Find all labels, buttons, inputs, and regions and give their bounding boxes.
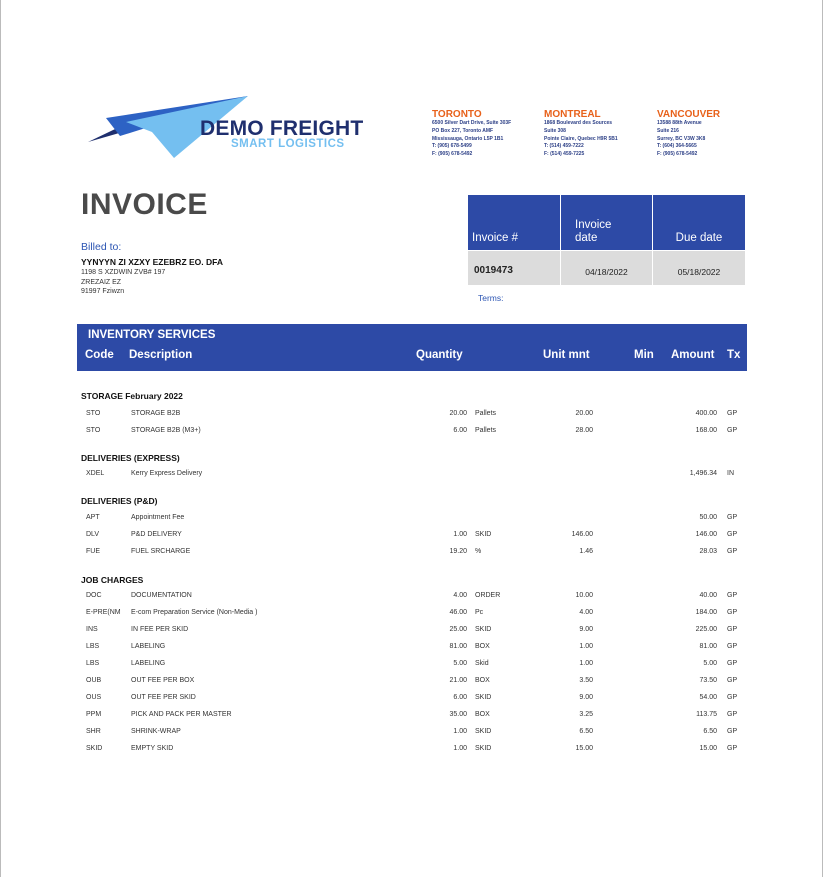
cell-amount: 113.75 xyxy=(696,711,717,718)
cell-unit: SKID xyxy=(475,745,492,752)
cell-amount: 146.00 xyxy=(695,531,717,538)
cell-amount: 28.03 xyxy=(699,548,717,555)
cell-rate: 10.00 xyxy=(575,592,593,599)
cell-quantity: 25.00 xyxy=(449,626,467,633)
company-name: DEMO FREIGHT xyxy=(200,117,364,140)
cell-tx: GP xyxy=(727,694,738,701)
office-line: 6500 Silver Dart Drive, Suite 303F xyxy=(432,120,512,126)
cell-amount: 400.00 xyxy=(695,410,717,417)
cell-unit: SKID xyxy=(475,531,492,538)
office-city: MONTREAL xyxy=(544,109,601,120)
cell-tx: GP xyxy=(727,745,738,752)
cell-description: STORAGE B2B (M3+) xyxy=(131,427,201,434)
due-date-header: Due date xyxy=(653,195,745,250)
cell-rate: 3.50 xyxy=(579,677,593,684)
section-title: JOB CHARGES xyxy=(81,575,144,585)
cell-rate: 20.00 xyxy=(575,410,593,417)
cell-tx: GP xyxy=(727,643,738,650)
cell-quantity: 21.00 xyxy=(449,677,467,684)
column-amount: Amount xyxy=(671,349,715,361)
cell-rate: 9.00 xyxy=(579,626,593,633)
cell-rate: 9.00 xyxy=(579,694,593,701)
cell-code: XDEL xyxy=(86,470,105,477)
cell-tx: GP xyxy=(727,592,738,599)
column-description: Description xyxy=(129,349,193,361)
cell-amount: 40.00 xyxy=(699,592,717,599)
office-vancouver xyxy=(657,109,767,159)
office-line: 13588 88th Avenue xyxy=(657,120,702,126)
cell-unit: SKID xyxy=(475,626,492,633)
cell-rate: 15.00 xyxy=(575,745,593,752)
office-line: Pointe Claire, Quebec H9R 5B1 xyxy=(544,135,618,142)
cell-description: STORAGE B2B xyxy=(131,410,181,417)
cell-tx: GP xyxy=(727,728,738,735)
cell-quantity: 1.00 xyxy=(453,745,467,752)
cell-quantity: 6.00 xyxy=(453,427,467,434)
cell-tx: GP xyxy=(727,677,738,684)
cell-quantity: 46.00 xyxy=(449,609,467,616)
column-unit: Unit mnt xyxy=(543,349,590,361)
cell-code: FUE xyxy=(86,548,100,555)
cell-description: SHRINK-WRAP xyxy=(131,728,181,735)
cell-description: EMPTY SKID xyxy=(131,745,174,752)
cell-tx: GP xyxy=(727,410,738,417)
cell-description: Appointment Fee xyxy=(131,514,185,521)
office-line: F: (905) 678-5492 xyxy=(432,151,473,158)
cell-unit: Pallets xyxy=(475,410,497,417)
cell-tx: GP xyxy=(727,626,738,633)
invoice-date-header: Invoice date xyxy=(561,195,652,250)
cell-quantity: 35.00 xyxy=(449,711,467,718)
cell-tx: GP xyxy=(727,531,738,538)
cell-rate: 28.00 xyxy=(575,427,593,434)
invoice-date-value: 04/18/2022 xyxy=(561,251,652,285)
cell-tx: GP xyxy=(727,660,738,667)
cell-code: OUB xyxy=(86,677,102,684)
cell-tx: GP xyxy=(727,609,738,616)
cell-quantity: 20.00 xyxy=(449,410,467,417)
cell-rate: 3.25 xyxy=(579,711,593,718)
cell-amount: 54.00 xyxy=(699,694,717,701)
cell-tx: GP xyxy=(727,548,738,555)
cell-quantity: 1.00 xyxy=(453,728,467,735)
billed-to-name: YYNYYN ZI XZXY EZEBRZ EO. DFA xyxy=(81,257,224,267)
column-tx: Tx xyxy=(727,349,741,361)
cell-unit: SKID xyxy=(475,728,492,735)
cell-description: E-com Preparation Service (Non-Media ) xyxy=(131,609,258,616)
terms-label: Terms: xyxy=(478,293,504,303)
office-toronto xyxy=(432,109,542,159)
office-line: F: (514) 459-7225 xyxy=(544,151,585,158)
office-line: PO Box 227, Toronto AMF xyxy=(432,127,494,134)
cell-amount: 5.00 xyxy=(703,660,717,667)
cell-amount: 1,496.34 xyxy=(689,470,717,477)
cell-amount: 184.00 xyxy=(695,609,717,616)
section-title: STORAGE February 2022 xyxy=(81,391,183,401)
cell-tx: GP xyxy=(727,711,738,718)
cell-tx: GP xyxy=(727,427,738,434)
cell-quantity: 6.00 xyxy=(453,694,467,701)
section-title: DELIVERIES (EXPRESS) xyxy=(81,453,180,463)
cell-description: Kerry Express Delivery xyxy=(131,470,203,477)
cell-unit: SKID xyxy=(475,694,492,701)
cell-unit: % xyxy=(475,548,482,555)
cell-quantity: 4.00 xyxy=(453,592,467,599)
cell-amount: 168.00 xyxy=(695,427,717,434)
cell-rate: 1.00 xyxy=(579,643,593,650)
cell-unit: Skid xyxy=(475,660,489,667)
cell-code: DLV xyxy=(86,531,100,538)
office-line: Mississauga, Ontario L5P 1B1 xyxy=(432,135,504,142)
billed-to-address: ZREZAIZ EZ xyxy=(81,279,122,286)
cell-description: LABELING xyxy=(131,643,166,650)
section-title: DELIVERIES (P&D) xyxy=(81,496,158,506)
cell-code: SKID xyxy=(86,745,103,752)
office-line: T: (514) 459-7222 xyxy=(544,143,584,150)
due-date-value: 05/18/2022 xyxy=(653,251,745,285)
cell-quantity: 1.00 xyxy=(453,531,467,538)
cell-code: DOC xyxy=(86,592,102,599)
cell-code: E-PRE(NM xyxy=(86,609,121,616)
cell-rate: 1.46 xyxy=(579,548,593,555)
cell-description: LABELING xyxy=(131,660,166,667)
billed-to-address: 1198 S XZDWIN ZVB# 197 xyxy=(81,269,166,276)
cell-description: DOCUMENTATION xyxy=(131,592,192,599)
office-line: T: (604) 364-5665 xyxy=(657,143,697,150)
office-line: Surrey, BC V3W 3K8 xyxy=(657,135,706,142)
cell-amount: 73.50 xyxy=(699,677,717,684)
cell-amount: 225.00 xyxy=(695,626,717,633)
cell-unit: Pc xyxy=(475,609,484,616)
office-city: TORONTO xyxy=(432,109,482,120)
billed-to-label: Billed to: xyxy=(81,241,122,253)
invoice-number-header: Invoice # xyxy=(468,195,560,250)
cell-quantity: 5.00 xyxy=(453,660,467,667)
office-city: VANCOUVER xyxy=(657,109,721,120)
cell-description: FUEL SRCHARGE xyxy=(131,548,191,555)
cell-code: APT xyxy=(86,514,100,521)
billed-to-address: 91997 Fziwzn xyxy=(81,288,125,295)
cell-description: IN FEE PER SKID xyxy=(131,626,189,633)
cell-description: OUT FEE PER BOX xyxy=(131,677,195,684)
cell-rate: 4.00 xyxy=(579,609,593,616)
cell-amount: 50.00 xyxy=(699,514,717,521)
cell-code: OUS xyxy=(86,694,102,701)
column-min: Min xyxy=(634,349,654,361)
office-line: 1868 Boulevard des Sources xyxy=(544,120,613,126)
invoice-title: INVOICE xyxy=(81,188,208,221)
table-header xyxy=(77,324,747,371)
cell-unit: BOX xyxy=(475,643,490,650)
cell-tx: IN xyxy=(727,470,734,477)
office-line: F: (905) 678-5492 xyxy=(657,151,698,158)
column-code: Code xyxy=(85,349,114,361)
cell-code: LBS xyxy=(86,643,100,650)
cell-quantity: 19.20 xyxy=(449,548,467,555)
office-line: Suite 308 xyxy=(544,127,566,134)
cell-rate: 146.00 xyxy=(571,531,593,538)
cell-code: PPM xyxy=(86,711,102,718)
cell-amount: 6.50 xyxy=(703,728,717,735)
cell-description: OUT FEE PER SKID xyxy=(131,694,196,701)
cell-amount: 81.00 xyxy=(699,643,717,650)
cell-description: PICK AND PACK PER MASTER xyxy=(131,711,232,718)
cell-description: P&D DELIVERY xyxy=(131,531,182,538)
cell-unit: BOX xyxy=(475,677,490,684)
table-banner: INVENTORY SERVICES xyxy=(88,329,216,341)
company-tagline: SMART LOGISTICS xyxy=(231,138,345,150)
cell-rate: 1.00 xyxy=(579,660,593,667)
cell-unit: BOX xyxy=(475,711,490,718)
invoice-number-value: 0019473 xyxy=(468,251,560,285)
cell-code: INS xyxy=(86,626,98,633)
cell-rate: 6.50 xyxy=(579,728,593,735)
cell-unit: Pallets xyxy=(475,427,497,434)
cell-tx: GP xyxy=(727,514,738,521)
cell-code: STO xyxy=(86,410,101,417)
cell-amount: 15.00 xyxy=(699,745,717,752)
cell-quantity: 81.00 xyxy=(449,643,467,650)
office-line: Suite 216 xyxy=(657,127,679,134)
column-quantity: Quantity xyxy=(416,349,463,361)
office-montreal xyxy=(544,109,654,159)
cell-code: LBS xyxy=(86,660,100,667)
office-line: T: (905) 678-5499 xyxy=(432,143,472,150)
cell-unit: ORDER xyxy=(475,592,501,599)
cell-code: STO xyxy=(86,427,101,434)
cell-code: SHR xyxy=(86,728,101,735)
